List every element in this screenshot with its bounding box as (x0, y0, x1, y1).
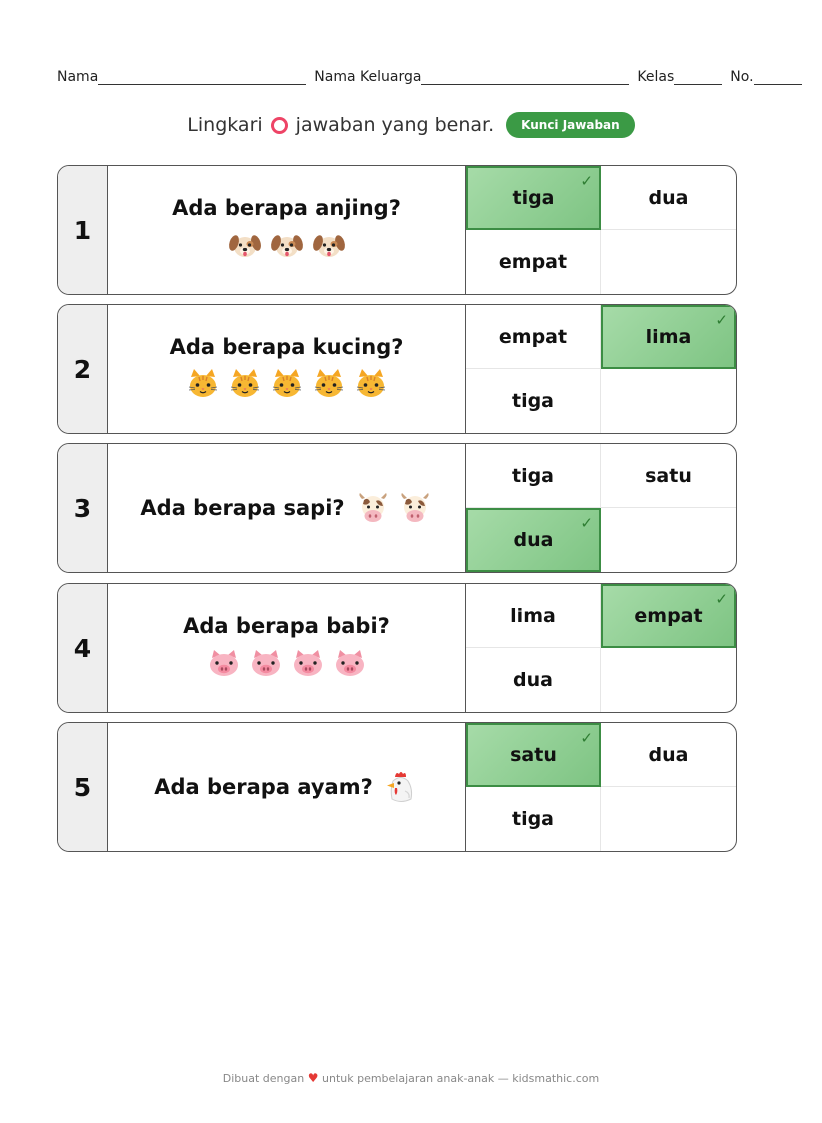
empty-answer-cell (601, 508, 736, 572)
answer-option[interactable] (466, 787, 601, 851)
answer-option[interactable] (466, 723, 601, 787)
heart-icon: ♥ (307, 1071, 319, 1085)
answer-option[interactable] (601, 723, 736, 787)
question-text: Ada berapa sapi? (140, 496, 345, 520)
answer-grid (466, 444, 736, 572)
answer-label: lima (645, 326, 692, 348)
answer-label: tiga (511, 808, 555, 830)
cow-icon (355, 490, 391, 526)
animal-pictures (383, 769, 419, 805)
question-card (57, 722, 737, 852)
answer-label: dua (648, 186, 689, 209)
answer-grid (466, 584, 736, 712)
answer-label: dua (513, 669, 553, 691)
question-card (57, 304, 737, 434)
cat-icon (269, 367, 305, 403)
cow-icon (397, 490, 433, 526)
question-body (108, 444, 466, 572)
answer-grid (466, 723, 736, 851)
question-number: 3 (58, 444, 108, 572)
question-number: 5 (58, 723, 108, 851)
name-line (98, 69, 306, 85)
answer-label: dua (513, 529, 554, 551)
circle-icon (271, 117, 288, 134)
pig-icon (332, 646, 368, 682)
answer-option[interactable] (601, 584, 736, 648)
pig-icon (206, 646, 242, 682)
question-card (57, 165, 737, 295)
answer-option[interactable] (466, 166, 601, 230)
dog-icon (311, 228, 347, 264)
check-icon: ✓ (580, 729, 593, 747)
footer-before: Dibuat dengan (222, 1072, 305, 1085)
answer-label: tiga (511, 464, 555, 487)
chicken-icon (383, 769, 419, 805)
animal-pictures (227, 228, 347, 264)
question-text: Ada berapa babi? (183, 614, 390, 638)
cat-icon (185, 367, 221, 403)
answer-label: empat (498, 251, 568, 273)
pig-icon (248, 646, 284, 682)
animal-pictures (355, 490, 433, 526)
cat-icon (353, 367, 389, 403)
answer-option[interactable] (601, 305, 736, 369)
check-icon: ✓ (715, 590, 728, 608)
footer (0, 1071, 822, 1085)
answer-option[interactable] (466, 230, 601, 294)
empty-answer-cell (601, 648, 736, 712)
question-text: Ada berapa kucing? (169, 335, 404, 359)
answer-label: dua (648, 743, 689, 766)
family-name-label: Nama Keluarga (314, 69, 422, 85)
instruction-before: Lingkari (187, 114, 263, 136)
answer-option[interactable] (601, 444, 736, 508)
instruction-text (187, 114, 494, 136)
question-number: 4 (58, 584, 108, 712)
question-body (108, 166, 466, 294)
cat-icon (227, 367, 263, 403)
answer-option[interactable] (466, 508, 601, 572)
question-number: 1 (58, 166, 108, 294)
cat-icon (311, 367, 347, 403)
answer-option[interactable] (466, 648, 601, 712)
question-card (57, 583, 737, 713)
answer-label: empat (634, 605, 703, 627)
number-label: No. (730, 69, 754, 85)
check-icon: ✓ (580, 514, 593, 532)
question-body (108, 723, 466, 851)
class-label: Kelas (637, 69, 675, 85)
empty-answer-cell (601, 369, 736, 433)
dog-icon (269, 228, 305, 264)
answer-option[interactable] (466, 369, 601, 433)
student-info-header (57, 69, 822, 85)
answer-label: satu (645, 464, 692, 487)
question-number: 2 (58, 305, 108, 433)
footer-after: untuk pembelajaran anak-anak — kidsmathic.com (322, 1072, 600, 1085)
answer-option[interactable] (466, 444, 601, 508)
number-line (754, 69, 802, 85)
question-text: Ada berapa anjing? (172, 196, 401, 220)
question-text: Ada berapa ayam? (154, 775, 373, 799)
question-body (108, 584, 466, 712)
answer-label: satu (510, 744, 557, 766)
answer-option[interactable] (466, 305, 601, 369)
empty-answer-cell (601, 787, 736, 851)
instruction-after: jawaban yang benar. (295, 114, 495, 136)
empty-answer-cell (601, 230, 736, 294)
answer-grid (466, 166, 736, 294)
dog-icon (227, 228, 263, 264)
check-icon: ✓ (580, 172, 593, 190)
animal-pictures (206, 646, 368, 682)
animal-pictures (185, 367, 389, 403)
name-label: Nama (57, 69, 99, 85)
answer-option[interactable] (601, 166, 736, 230)
family-name-line (421, 69, 629, 85)
answer-label: tiga (511, 390, 555, 412)
check-icon: ✓ (715, 311, 728, 329)
answer-label: tiga (512, 187, 555, 209)
answer-key-badge: Kunci Jawaban (506, 112, 635, 138)
answer-label: empat (498, 325, 568, 348)
answer-label: lima (510, 604, 556, 627)
answer-grid (466, 305, 736, 433)
question-card (57, 443, 737, 573)
instruction-row (0, 112, 822, 138)
class-line (674, 69, 722, 85)
pig-icon (290, 646, 326, 682)
question-body (108, 305, 466, 433)
answer-option[interactable] (466, 584, 601, 648)
